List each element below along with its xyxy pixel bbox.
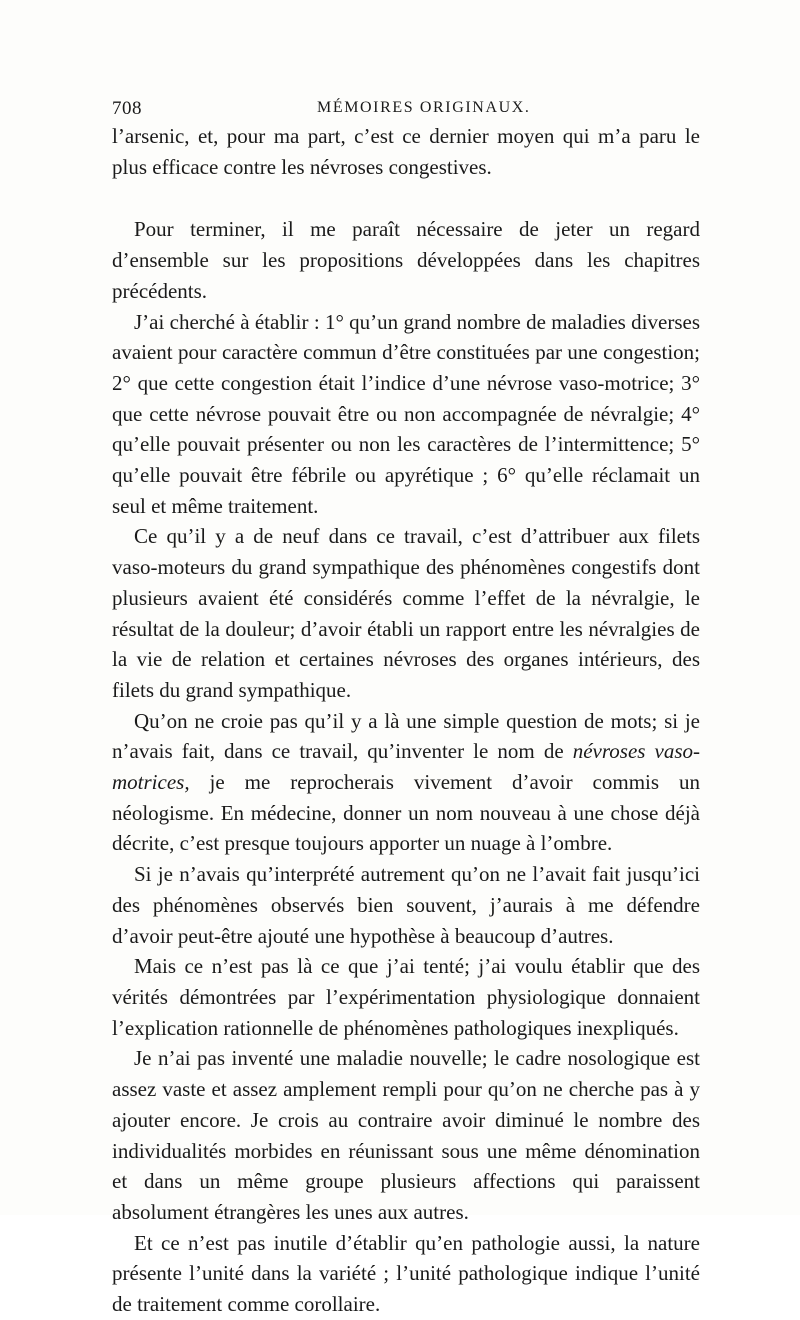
paragraph-interpretation: Si je n’avais qu’interprété autrement qu’on ne l’avait fait jusqu’ici des phénomènes observés bien souvent, j’aurais à me défendre d’avoir peut-être ajouté une hypothèse à beaucoup d’autres. [112,862,700,948]
paragraph-unity: Et ce n’est pas inutile d’établir qu’en pathologie aussi, la nature présente l’unité dans la variété ; l’unité pathologique indique l’unité de traitement comme corollaire. [112,1230,700,1317]
paragraph-conclusion-intro: Pour terminer, il me paraît nécessaire de jeter un regard d’ensemble sur les propositions développées dans les chapitres précédents. [112,217,700,303]
paragraph-continuation: l’arsenic, et, pour ma part, c’est ce dernier moyen qui m’a paru le plus efficace contre les névroses congestives. [112,124,700,179]
paragraph-nosology: Je n’ai pas inventé une maladie nouvelle; le cadre nosologique est assez vaste et assez amplement rempli pour qu’on ne cherche pas à y ajouter encore. Je crois au contraire avoir diminué le nombre des individualités morbides en réunissant sous une même dénomination et dans un même groupe plusieurs affections qui paraissent absolument étrangères les unes aux autres. [112,1046,700,1224]
paragraph-aim: Mais ce n’est pas là ce que j’ai tenté; j’ai voulu établir que des vérités démontrées par l’expérimentation physiologique donnaient l’explication rationnelle de phénomènes pathologiques inexpliqués. [112,954,700,1040]
paragraph-terminology-before: Qu’on ne croie pas qu’il y a là une simple question de mots; si je n’avais fait, dans ce travail, qu’inventer le nom de [112,708,700,764]
paragraph-propositions: J’ai cherché à établir : 1° qu’un grand nombre de maladies diverses avaient pour caractère commun d’être constituées par une congestion; 2° que cette congestion était l’indice d’une névrose vaso-motrice; 3° que cette névrose pouvait être ou non accompagnée de névralgie; 4° qu’elle pouvait présenter ou non les caractères de l’intermittence; 5° qu’elle pouvait être fébrile ou apyrétique ; 6° qu’elle réclamait un seul et même traitement. [112,309,700,518]
body-text [112,121,700,1320]
paragraph-terminology [112,706,700,860]
paragraph-terminology-after: je me reprocherais vivement d’avoir commis un néologisme. En médecine, donner un nom nouveau à une chose déjà décrite, c’est presque toujours apporter un nuage à l’ombre. [112,770,700,856]
term-emphasis: névroses vaso-motrices, [112,739,701,795]
page-number: 708 [112,98,142,119]
running-title: MÉMOIRES ORIGINAUX. [317,99,531,116]
paragraph-novelty: Ce qu’il y a de neuf dans ce travail, c’est d’attribuer aux filets vaso-moteurs du grand sympathique des phénomènes congestifs dont plusieurs avaient été considérés comme l’effet de la névralgie, le résultat de la douleur; d’avoir établi un rapport entre les névralgies de la vie de relation et certaines névroses des organes intérieurs, des filets du grand sympathique. [112,524,700,702]
